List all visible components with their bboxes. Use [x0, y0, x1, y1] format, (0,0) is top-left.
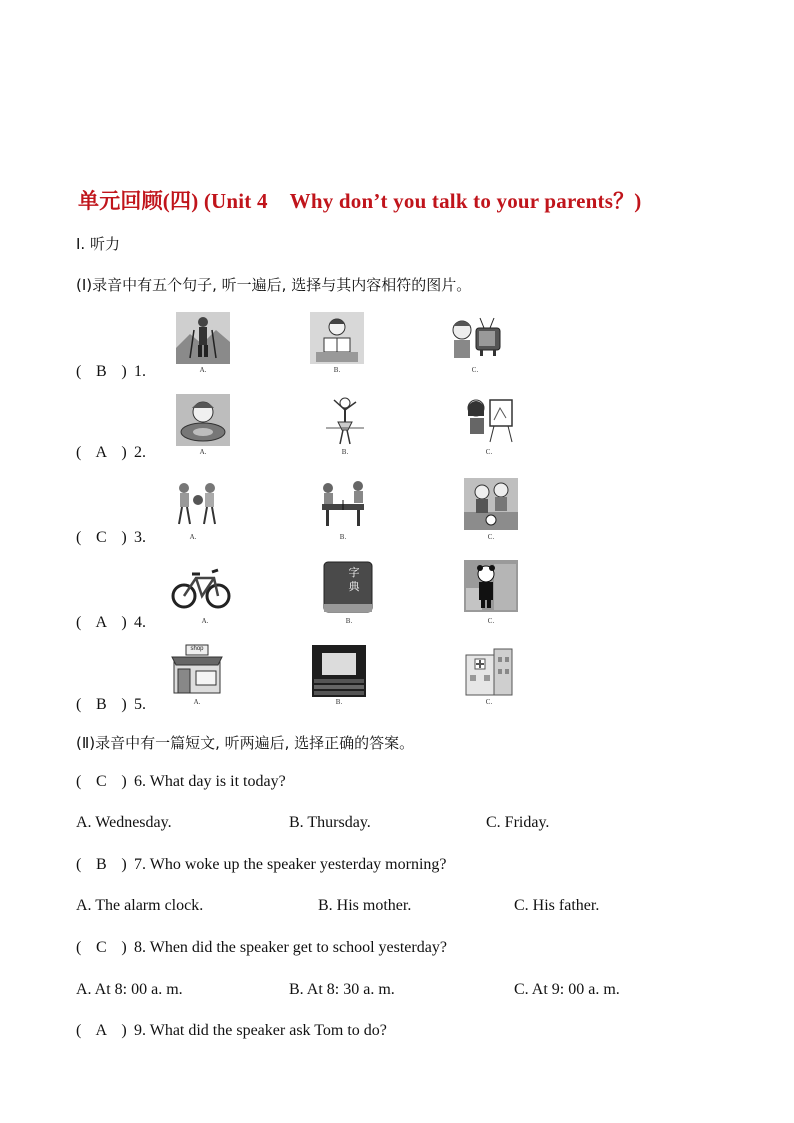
caption-b: B.	[339, 533, 347, 541]
question-6: ( C ) 6. What day is it today?	[76, 773, 286, 790]
caption-b: B.	[333, 366, 341, 374]
question-number: 1.	[134, 363, 146, 380]
picture-bicycle	[170, 562, 232, 614]
caption-a: A.	[201, 617, 209, 625]
option-c: C. Friday.	[486, 814, 550, 831]
question-7: ( B ) 7. Who woke up the speaker yesterday morning?	[76, 856, 447, 873]
picture-girl-painting	[462, 394, 516, 446]
question-9: ( A ) 9. What did the speaker ask Tom to do?	[76, 1022, 387, 1039]
title-part1: 单元回顾(四) (Unit 4	[78, 189, 268, 213]
caption-c: C.	[485, 698, 493, 706]
caption-c: C.	[487, 533, 495, 541]
question-row-3: ( C ) 3.	[76, 529, 146, 546]
section-heading-listening: Ⅰ. 听力	[76, 235, 120, 253]
caption-a: A.	[199, 448, 207, 456]
caption-b: B.	[335, 698, 343, 706]
answer-letter: B	[95, 696, 107, 713]
question-text: 8. When did the speaker get to school yesterday?	[134, 939, 447, 956]
picture-reading-girl	[310, 312, 364, 364]
caption-b: B.	[341, 448, 349, 456]
question-row-1: ( B ) 1.	[76, 363, 146, 380]
question-number: 3.	[134, 529, 146, 546]
question-text: 7. Who woke up the speaker yesterday morning?	[134, 856, 447, 873]
picture-basketball-boys	[170, 478, 224, 530]
option-c: C. At 9: 00 a. m.	[514, 981, 620, 998]
answer-letter: C	[95, 939, 107, 956]
question-number: 2.	[134, 444, 146, 461]
picture-cinema	[312, 645, 366, 697]
option-a: A. At 8: 00 a. m.	[76, 981, 183, 998]
caption-b: B.	[345, 617, 353, 625]
shop-label: shop	[190, 646, 204, 652]
caption-a: A.	[199, 366, 207, 374]
part2-instruction: (Ⅱ)录音中有一篇短文, 听两遍后, 选择正确的答案。	[76, 734, 415, 752]
caption-a: A.	[193, 698, 201, 706]
question-text: 6. What day is it today?	[134, 773, 286, 790]
caption-c: C.	[471, 366, 479, 374]
question-8: ( C ) 8. When did the speaker get to school yesterday?	[76, 939, 447, 956]
question-text: 9. What did the speaker ask Tom to do?	[134, 1022, 387, 1039]
option-b: B. Thursday.	[289, 814, 371, 831]
question-number: 4.	[134, 614, 146, 631]
picture-dancer	[318, 394, 372, 446]
picture-boy-tv	[448, 312, 502, 364]
question-number: 5.	[134, 696, 146, 713]
option-b: B. His mother.	[318, 897, 412, 914]
caption-c: C.	[485, 448, 493, 456]
option-a: A. Wednesday.	[76, 814, 172, 831]
answer-letter: A	[95, 444, 108, 461]
answer-letter: A	[95, 1022, 108, 1039]
picture-hiker	[176, 312, 230, 364]
answer-letter: C	[95, 773, 107, 790]
picture-dictionary	[322, 560, 374, 614]
picture-panda-city	[464, 560, 518, 612]
option-b: B. At 8: 30 a. m.	[289, 981, 395, 998]
picture-soccer-kids	[464, 478, 518, 530]
picture-girl-swimming-ring	[176, 394, 230, 446]
part1-instruction: (Ⅰ)录音中有五个句子, 听一遍后, 选择与其内容相符的图片。	[76, 276, 472, 294]
picture-ping-pong	[316, 478, 370, 530]
question-row-5: ( B ) 5.	[76, 696, 146, 713]
page-title	[78, 185, 641, 215]
title-part2: Why don’t you talk to your parents？)	[289, 189, 642, 213]
answer-letter: C	[95, 529, 107, 546]
answer-letter: A	[95, 614, 108, 631]
question-row-4: ( A ) 4.	[76, 614, 146, 631]
answer-letter: B	[95, 363, 107, 380]
dictionary-label: 字典	[348, 566, 360, 593]
caption-a: A.	[189, 533, 197, 541]
picture-shop	[170, 643, 224, 695]
answer-letter: B	[95, 856, 107, 873]
question-row-2: ( A ) 2.	[76, 444, 146, 461]
option-a: A. The alarm clock.	[76, 897, 204, 914]
option-c: C. His father.	[514, 897, 600, 914]
caption-c: C.	[487, 617, 495, 625]
picture-hospital	[462, 645, 516, 697]
